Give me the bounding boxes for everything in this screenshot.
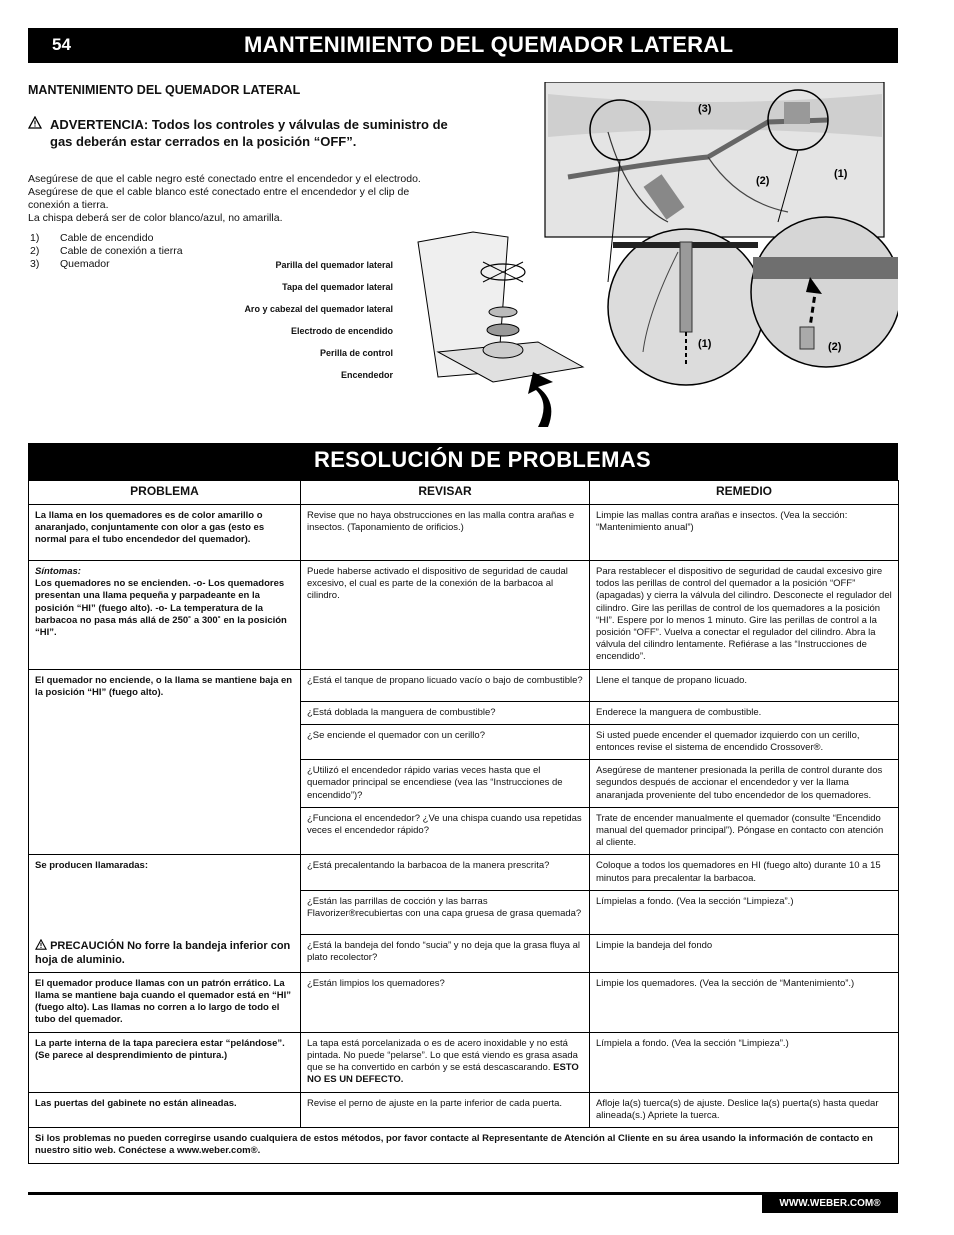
parts-list-item: 1) Cable de encendido — [30, 232, 154, 244]
header-problem: PROBLEMA — [29, 481, 301, 505]
caution-text: PRECAUCIÓN No forre la bandeja inferior con hoja de aluminio. — [35, 939, 291, 966]
callout-label: Tapa del quemador lateral — [282, 282, 393, 292]
check-cell: ¿Se enciende el quemador con un cerillo? — [301, 724, 590, 759]
callout-label: Aro y cabezal del quemador lateral — [244, 304, 393, 314]
table-row — [29, 1032, 899, 1092]
remedy-cell: Trate de encender manualmente el quemador (consulte “Encendido manual del quemador principal”). Póngase en contacto con atención al cliente. — [590, 807, 899, 855]
problem-cell: La parte interna de la tapa pareciera estar “pelándose”. (Se parece al desprendimiento de pintura.) — [29, 1032, 301, 1092]
remedy-cell: Límpiela a fondo. (Vea la sección “Limpieza”.) — [590, 1032, 899, 1092]
section-heading: MANTENIMIENTO DEL QUEMADOR LATERAL — [28, 83, 301, 97]
circle-label-2: (2) — [828, 341, 842, 353]
header-check: REVISAR — [301, 481, 590, 505]
table-row — [29, 855, 899, 890]
remedy-cell: Asegúrese de mantener presionada la perilla de control durante dos segundos después de accionar el encendedor y ver la llama anaranjada proveniente del tubo encendedor de los quemadores. — [590, 760, 899, 808]
troubleshooting-table — [28, 480, 899, 1164]
instruction-line: Asegúrese de que el cable blanco esté conectado entre el encendedor y el clip de conexión a tierra. — [28, 186, 410, 211]
remedy-cell: Limpie la bandeja del fondo — [590, 934, 899, 972]
table-row — [29, 1092, 899, 1127]
diagram-label-1: (1) — [834, 168, 848, 180]
remedy-cell: Si usted puede encender el quemador izquierdo con un cerillo, entonces revise el sistema de encendido Crossover®. — [590, 724, 899, 759]
callout-label: Encendedor — [340, 370, 393, 380]
website-badge: WWW.WEBER.COM® — [762, 1195, 898, 1213]
table-header-row — [29, 481, 899, 505]
parts-list-item: 2) Cable de conexión a tierra — [30, 245, 183, 257]
instruction-line: La chispa deberá ser de color blanco/azul, no amarilla. — [28, 212, 283, 224]
check-cell: ¿Funciona el encendedor? ¿Ve una chispa cuando usa repetidas veces el encendedor rápido? — [301, 807, 590, 855]
problem-text: Se producen llamaradas: — [35, 860, 148, 872]
table-row — [29, 669, 899, 701]
parts-list-item: 3) Quemador — [30, 258, 110, 270]
table-row — [29, 972, 899, 1032]
check-cell: ¿Están las parrillas de cocción y las barras Flavorizer®recubiertas con una capa gruesa de grasa quemada? — [301, 890, 590, 934]
check-cell: ¿Está el tanque de propano licuado vacío o bajo de combustible? — [301, 669, 590, 701]
remedy-cell: Llene el tanque de propano licuado. — [590, 669, 899, 701]
warning-block — [28, 116, 448, 150]
instructions — [28, 173, 448, 225]
diagram-label-2: (2) — [756, 175, 770, 187]
check-text: La tapa está porcelanizada o es de acero inoxidable y no está pintada. No puede “pelarse”. Lo que está viendo es grasa asada que se ha convertido en carbón y se está descascarando. — [307, 1037, 578, 1074]
warning-triangle-icon — [28, 116, 42, 129]
problem-cell: El quemador no enciende, o la llama se mantiene baja en la posición “HI” (fuego alto). — [29, 669, 301, 855]
callout-label: Perilla de control — [319, 348, 393, 358]
circle-label-1: (1) — [698, 338, 712, 350]
callout-label: Electrodo de encendido — [290, 326, 393, 336]
remedy-cell: Límpielas a fondo. (Vea la sección “Limpieza”.) — [590, 890, 899, 934]
remedy-cell: Limpie los quemadores. (Vea la sección de “Mantenimiento”.) — [590, 972, 899, 1032]
check-cell: ¿Está la bandeja del fondo “sucia” y no deja que la grasa fluya al plato recolector? — [301, 934, 590, 972]
problem-cell — [29, 855, 301, 972]
footer-note: Si los problemas no pueden corregirse usando cualquiera de estos métodos, por favor contacte al Representante de Atención al Cliente en su área usando la información de contacto en nuestro sitio web. Conéctese a www.weber.com®. — [29, 1128, 899, 1163]
side-burner-diagram — [408, 82, 898, 427]
check-cell: ¿Está doblada la manguera de combustible? — [301, 701, 590, 724]
parts-list — [28, 232, 183, 271]
table-row — [29, 505, 899, 561]
caution-note — [35, 939, 300, 967]
diagram-callouts — [180, 258, 393, 390]
check-cell: ¿Están limpios los quemadores? — [301, 972, 590, 1032]
warning-triangle-icon — [35, 939, 47, 950]
page-number: 54 — [52, 35, 71, 54]
instruction-line: Asegúrese de que el cable negro esté conectado entre el encendedor y el electrodo. — [28, 173, 421, 185]
check-cell: Revise el perno de ajuste en la parte inferior de cada puerta. — [301, 1092, 590, 1127]
remedy-cell: Afloje la(s) tuerca(s) de ajuste. Deslice la(s) puerta(s) hasta quedar alineada(s.) Apriete la tuerca. — [590, 1092, 899, 1127]
page-title: MANTENIMIENTO DEL QUEMADOR LATERAL — [244, 32, 734, 57]
diagram-label-3: (3) — [698, 103, 712, 115]
remedy-cell: Enderece la manguera de combustible. — [590, 701, 899, 724]
check-cell: ¿Está precalentando la barbacoa de la manera prescrita? — [301, 855, 590, 890]
troubleshooting-title: RESOLUCIÓN DE PROBLEMAS — [314, 447, 651, 472]
table-row — [29, 561, 899, 670]
problem-cell: Las puertas del gabinete no están alineadas. — [29, 1092, 301, 1127]
remedy-cell: Coloque a todos los quemadores en HI (fuego alto) durante 10 a 15 minutos para precalentar la barbacoa. — [590, 855, 899, 890]
page-header-bar — [28, 28, 898, 63]
check-cell: ¿Utilizó el encendedor rápido varias veces hasta que el quemador principal se encendiese (vea las “Instrucciones de encendido”)? — [301, 760, 590, 808]
check-cell: Revise que no haya obstrucciones en las malla contra arañas e insectos. (Taponamiento de orificios.) — [301, 505, 590, 561]
callout-label: Parilla del quemador lateral — [275, 260, 393, 270]
check-emphasis: ESTO NO ES UN DEFECTO. — [307, 1062, 579, 1086]
check-cell: Puede haberse activado el dispositivo de seguridad de caudal excesivo, el cual es parte de la conexión de la barbacoa al cilindro. — [301, 561, 590, 670]
problem-cell: La llama en los quemadores es de color amarillo o anaranjado, conjuntamente con olor a gas (esto es normal para el tubo encendedor del quemador). — [29, 505, 301, 561]
remedy-cell: Para restablecer el dispositivo de seguridad de caudal excesivo gire todos las perillas de control del quemador a la posición “OFF” (apagadas) y cierra la válvula del cilindro. Desconecte el regulador del cilindro. Gire las perillas de control de los quemadores a la posición “HI”. Espere por lo menos 1 minuto. Gire las perillas de control a la posición “OFF”. Vuelva a conectar el regulador del cilindro. Abra la válvula del cilindro lentamente. Refiérase a las “Instrucciones de encendido”. — [590, 561, 899, 670]
problem-cell — [29, 561, 301, 670]
remedy-cell: Limpie las mallas contra arañas e insectos. (Vea la sección: “Mantenimiento anual”) — [590, 505, 899, 561]
table-footer-row — [29, 1128, 899, 1163]
warning-text: ADVERTENCIA: Todos los controles y válvulas de suministro de gas deberán estar cerrados en la posición “OFF”. — [50, 117, 448, 149]
check-cell — [301, 1032, 590, 1092]
problem-cell: El quemador produce llamas con un patrón errático. La llama se mantiene baja cuando el quemador está en “HI” (fuego alto). Las llamas no corren a lo largo de todo el tubo del quemador. — [29, 972, 301, 1032]
problem-text: Los quemadores no se encienden. -o- Los quemadores presentan una llama pequeña y parpadeante en la posición “HI” (fuego alto). -o- La temperatura de la barbacoa no pasa más allá de 250˚ a 300˚ en la posición “HI”. — [35, 578, 287, 639]
symptoms-label: Síntomas: — [35, 566, 81, 577]
header-remedy: REMEDIO — [590, 481, 899, 505]
troubleshooting-header-bar — [28, 443, 898, 480]
